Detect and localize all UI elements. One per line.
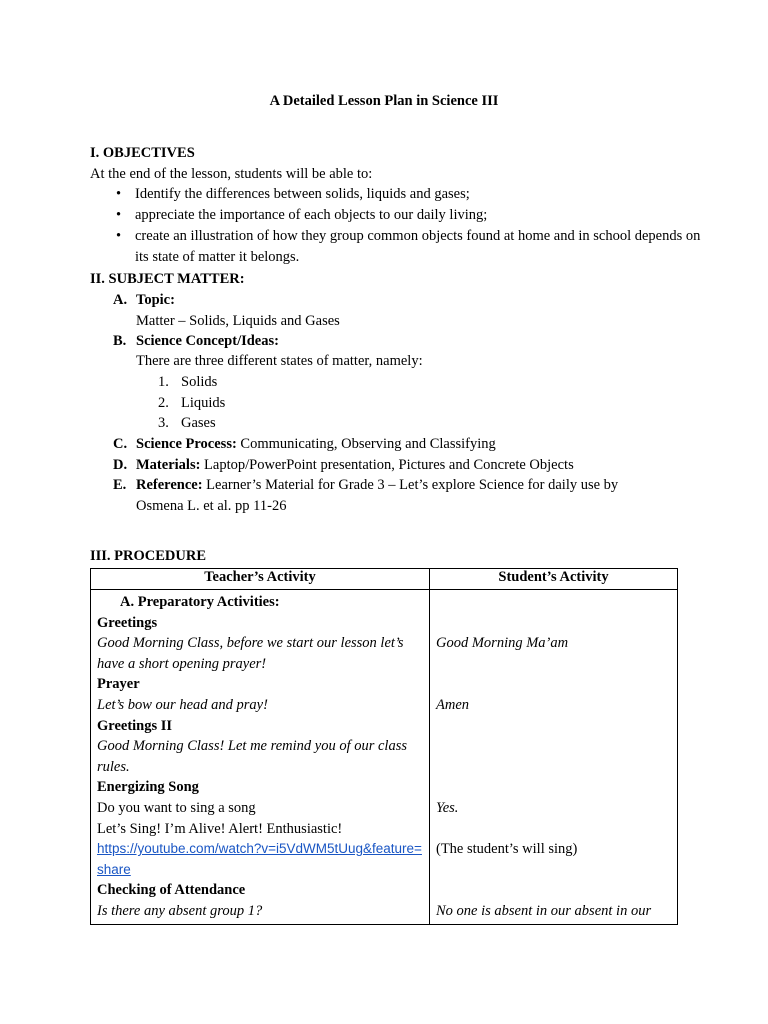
greetings-text: Good Morning Class, before we start our lesson let’s have a short opening prayer! bbox=[97, 635, 404, 672]
document-title: A Detailed Lesson Plan in Science III bbox=[269, 93, 499, 109]
process-row bbox=[113, 436, 496, 453]
materials-value: Laptop/PowerPoint presentation, Pictures and Concrete Objects bbox=[204, 457, 574, 473]
concept-row bbox=[113, 333, 279, 350]
topic-label: Topic: bbox=[136, 292, 175, 308]
materials-row bbox=[113, 457, 574, 474]
bullet-icon: • bbox=[116, 228, 122, 244]
prayer-reply: Amen bbox=[436, 696, 470, 713]
objectives-heading: I. OBJECTIVES bbox=[90, 145, 195, 161]
concept-intro: There are three different states of matter, namely: bbox=[136, 353, 423, 369]
reference-letter: E. bbox=[113, 477, 127, 493]
song-question: Do you want to sing a song bbox=[97, 799, 256, 816]
procedure-heading: III. PROCEDURE bbox=[90, 548, 207, 564]
process-value: Communicating, Observing and Classifying bbox=[240, 436, 496, 452]
state-item: 1. Solids bbox=[158, 374, 218, 390]
student-column-header: Student’s Activity bbox=[430, 569, 678, 590]
reference-row bbox=[113, 477, 618, 494]
song-text: Let’s Sing! I’m Alive! Alert! Enthusiastic! bbox=[97, 820, 343, 837]
concept-label: Science Concept/Ideas: bbox=[136, 333, 279, 349]
reference-value-cont: Osmena L. et al. pp 11-26 bbox=[136, 498, 287, 514]
reference-label: Reference: bbox=[136, 477, 203, 493]
prayer-heading: Prayer bbox=[97, 676, 140, 693]
song-link[interactable]: https://youtube.com/watch?v=i5VdWM5tUug&feature=share bbox=[97, 841, 422, 877]
table-header-row bbox=[91, 569, 678, 590]
attendance-heading: Checking of Attendance bbox=[97, 882, 246, 899]
objective-item: • Identify the differences between solids, liquids and gases; bbox=[90, 184, 705, 205]
bullet-icon: • bbox=[116, 186, 122, 202]
song-reply-2: (The student’s will sing) bbox=[436, 841, 578, 858]
attendance-reply: No one is absent in our absent in our bbox=[436, 902, 652, 919]
greetings2-text: Good Morning Class! Let me remind you of our class rules. bbox=[97, 738, 407, 775]
greetings-reply: Good Morning Ma’am bbox=[436, 635, 569, 652]
state-item: 3. Gases bbox=[158, 415, 216, 431]
greetings2-heading: Greetings II bbox=[97, 717, 173, 734]
materials-label: Materials: bbox=[136, 457, 201, 473]
objective-item: • appreciate the importance of each objects to our daily living; bbox=[90, 205, 705, 226]
greetings-heading: Greetings bbox=[97, 614, 158, 631]
materials-letter: D. bbox=[113, 457, 128, 473]
reference-value: Learner’s Material for Grade 3 – Let’s explore Science for daily use by bbox=[202, 477, 619, 493]
topic-value: Matter – Solids, Liquids and Gases bbox=[136, 313, 340, 329]
subject-matter-heading: II. SUBJECT MATTER: bbox=[90, 271, 245, 287]
concept-letter: B. bbox=[113, 333, 127, 349]
teacher-column-header: Teacher’s Activity bbox=[91, 569, 430, 590]
objective-item: • create an illustration of how they group common objects found at home and in school depends on its state of matter it belongs. bbox=[116, 228, 701, 265]
song-reply: Yes. bbox=[436, 799, 459, 816]
table-row bbox=[91, 590, 678, 925]
process-letter: C. bbox=[113, 436, 128, 452]
student-activity-cell bbox=[430, 590, 678, 925]
attendance-question: Is there any absent group 1? bbox=[97, 902, 263, 919]
topic-row bbox=[113, 292, 175, 309]
process-label: Science Process: bbox=[136, 436, 237, 452]
objectives-intro: At the end of the lesson, students will be able to: bbox=[90, 166, 373, 182]
bullet-icon: • bbox=[116, 207, 122, 223]
topic-letter: A. bbox=[113, 292, 128, 308]
prayer-text: Let’s bow our head and pray! bbox=[97, 696, 268, 713]
objectives-list bbox=[90, 184, 705, 268]
teacher-activity-cell bbox=[91, 590, 430, 925]
state-item: 2. Liquids bbox=[158, 395, 226, 411]
procedure-table bbox=[90, 568, 678, 925]
section-a-heading: A. Preparatory Activities: bbox=[120, 594, 280, 610]
song-heading: Energizing Song bbox=[97, 779, 199, 796]
